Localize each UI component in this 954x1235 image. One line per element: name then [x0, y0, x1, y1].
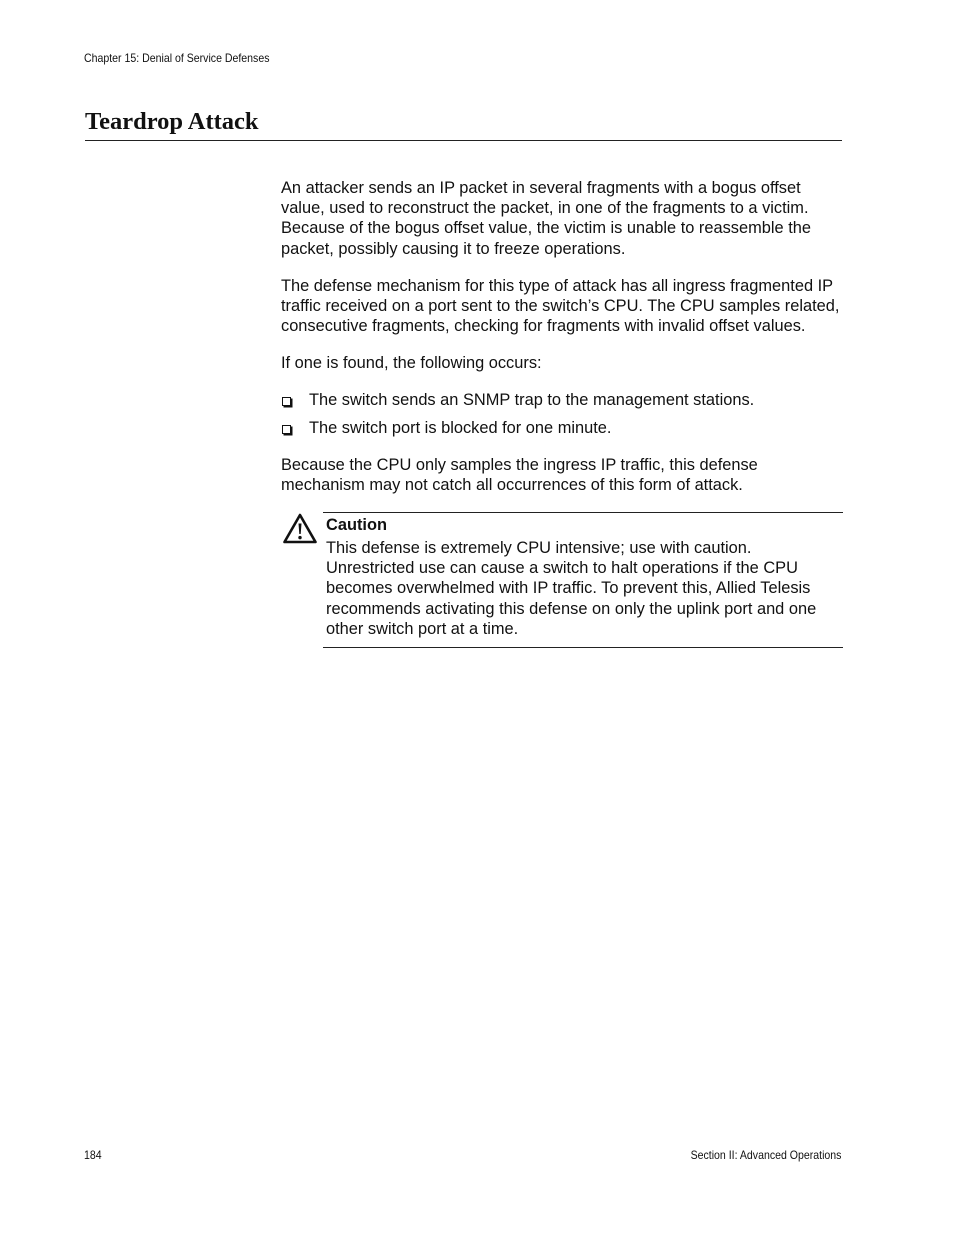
paragraph-closing: Because the CPU only samples the ingress IP traffic, this defense mechanism may not catch all occurrences of this form of attack. — [281, 456, 758, 495]
warning-triangle-icon — [283, 513, 317, 544]
page-number: 184 — [84, 1148, 102, 1162]
caution-text: This defense is extremely CPU intensive; use with caution. Unrestricted use can cause a switch to halt operations if the CPU becomes overwhelmed with IP traffic. To prevent this, Allied Telesis recommends activating this defense on only the uplink port and one other switch port at a time. — [326, 538, 817, 638]
running-header: Chapter 15: Denial of Service Defenses — [84, 51, 270, 65]
paragraph-defense-mechanism: The defense mechanism for this type of attack has all ingress fragmented IP traffic received on a port sent to the switch’s CPU. The CPU samples related, consecutive fragments, checking for fragments with invalid offset values. — [281, 276, 840, 336]
caution-title: Caution — [326, 516, 388, 535]
checkbox-bullet-icon — [282, 397, 291, 406]
paragraph-if-found: If one is found, the following occurs: — [281, 354, 542, 373]
caution-box — [323, 512, 843, 648]
list-item — [281, 418, 843, 438]
body-text — [281, 178, 843, 648]
list-item-text: The switch port is blocked for one minute. — [309, 419, 612, 438]
running-footer-section: Section II: Advanced Operations — [690, 1148, 841, 1162]
list-item-text: The switch sends an SNMP trap to the management stations. — [309, 391, 755, 410]
consequence-list — [281, 390, 843, 438]
paragraph-attack-description: An attacker sends an IP packet in several fragments with a bogus offset value, used to reconstruct the packet, in one of the fragments to a victim. Because of the bogus offset value, the victim is unable to reassemble the packet, possibly causing it to freeze operations. — [281, 179, 811, 258]
checkbox-bullet-icon — [282, 425, 291, 434]
caution-note — [281, 512, 843, 648]
title-rule — [85, 140, 842, 141]
list-item — [281, 390, 843, 410]
section-title: Teardrop Attack — [85, 108, 259, 135]
